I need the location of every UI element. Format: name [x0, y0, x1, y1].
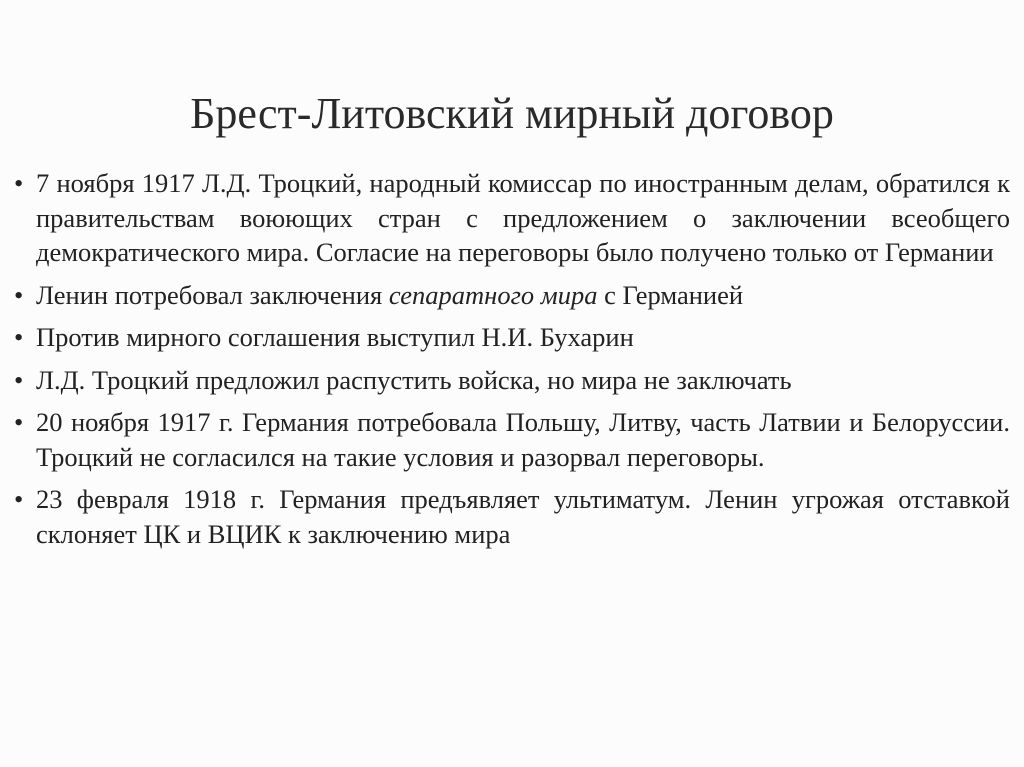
list-item: [14, 320, 1010, 355]
bullet-icon: •: [14, 407, 24, 437]
list-item: [14, 363, 1010, 398]
bullet-icon: •: [14, 279, 24, 310]
list-item-text: 23 февраля 1918 г. Германия предъявляет ультиматум. Ленин угрожая отставкой склоняет ЦК и ВЦИК к заключению мира: [36, 484, 1010, 549]
list-item-text: Ленин потребовал заключения: [36, 279, 389, 310]
bullet-icon: •: [14, 168, 24, 198]
list-item: [14, 166, 1010, 270]
bullet-list: [14, 166, 1010, 559]
list-item: [14, 482, 1010, 551]
list-item-text: 20 ноября 1917 г. Германия потребовала Польшу, Литву, часть Латвии и Белоруссии. Троцкий не согласился на такие условия и разорвал переговоры.: [36, 407, 1010, 472]
bullet-icon: •: [14, 484, 24, 514]
slide-title: Брест-Литовский мирный договор: [190, 89, 834, 138]
list-item-text: Л.Д. Троцкий предложил распустить войска, но мира не заключать: [36, 364, 792, 395]
bullet-icon: •: [14, 364, 24, 395]
list-item-italic-text: сепаратного мира: [388, 279, 598, 310]
list-item-text: Против мирного соглашения выступил Н.И. Бухарин: [36, 322, 634, 352]
list-item: [14, 278, 1010, 313]
list-item-text: 7 ноября 1917 Л.Д. Троцкий, народный комиссар по иностранным делам, обратился к правительствам воюющих стран с предложением о заключении всеобщего демократического мира. Согласие на переговоры было получено только от Германии: [36, 168, 1010, 267]
list-item-text: с Германией: [597, 279, 744, 310]
list-item: [14, 405, 1010, 474]
bullet-icon: •: [14, 322, 24, 352]
